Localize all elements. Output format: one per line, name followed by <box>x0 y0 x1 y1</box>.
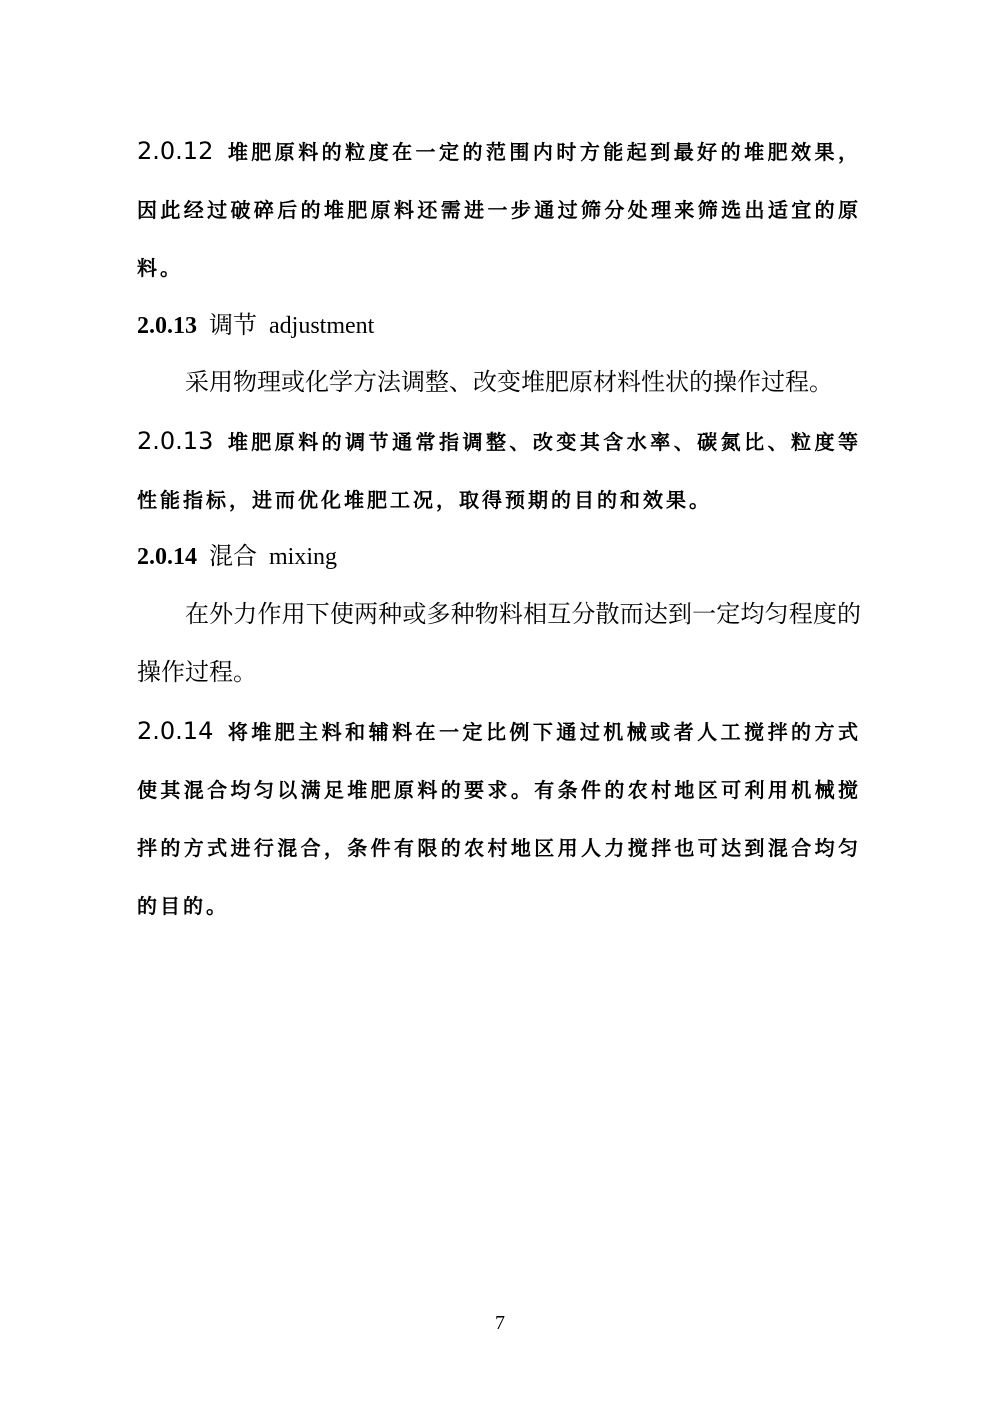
term-heading-2-0-13 <box>137 308 861 344</box>
note-text: 将堆肥主料和辅料在一定比例下通过机械或者人工搅拌的方式使其混合均匀以满足堆肥原料的要求。有条件的农村地区可利用机械搅拌的方式进行混合，条件有限的农村地区用人力搅拌也可达到混合均匀的目的。 <box>137 720 861 918</box>
note-2-0-12 <box>137 122 861 297</box>
term-chinese: 调节 <box>209 313 257 339</box>
term-definition-2-0-14: 在外力作用下使两种或多种物料相互分散而达到一定均匀程度的操作过程。 <box>137 602 861 686</box>
note-text: 堆肥原料的调节通常指调整、改变其含水率、碳氮比、粒度等性能指标，进而优化堆肥工况，取得预期的目的和效果。 <box>137 430 861 512</box>
note-2-0-14 <box>137 702 861 935</box>
term-number: 2.0.14 <box>137 544 197 570</box>
note-number: 2.0.12 <box>137 137 214 165</box>
note-text: 堆肥原料的粒度在一定的范围内时方能起到最好的堆肥效果，因此经过破碎后的堆肥原料还需进一步通过筛分处理来筛选出适宜的原料。 <box>137 140 861 280</box>
term-number: 2.0.13 <box>137 313 197 339</box>
term-english: adjustment <box>269 313 375 339</box>
page-number: 7 <box>495 1312 505 1334</box>
term-heading-2-0-14 <box>137 539 861 575</box>
note-number: 2.0.13 <box>137 427 214 455</box>
note-2-0-13 <box>137 412 861 529</box>
term-definition-2-0-13: 采用物理或化学方法调整、改变堆肥原材料性状的操作过程。 <box>185 370 833 396</box>
note-number: 2.0.14 <box>137 717 214 745</box>
term-english: mixing <box>269 544 338 570</box>
term-chinese: 混合 <box>209 544 257 570</box>
